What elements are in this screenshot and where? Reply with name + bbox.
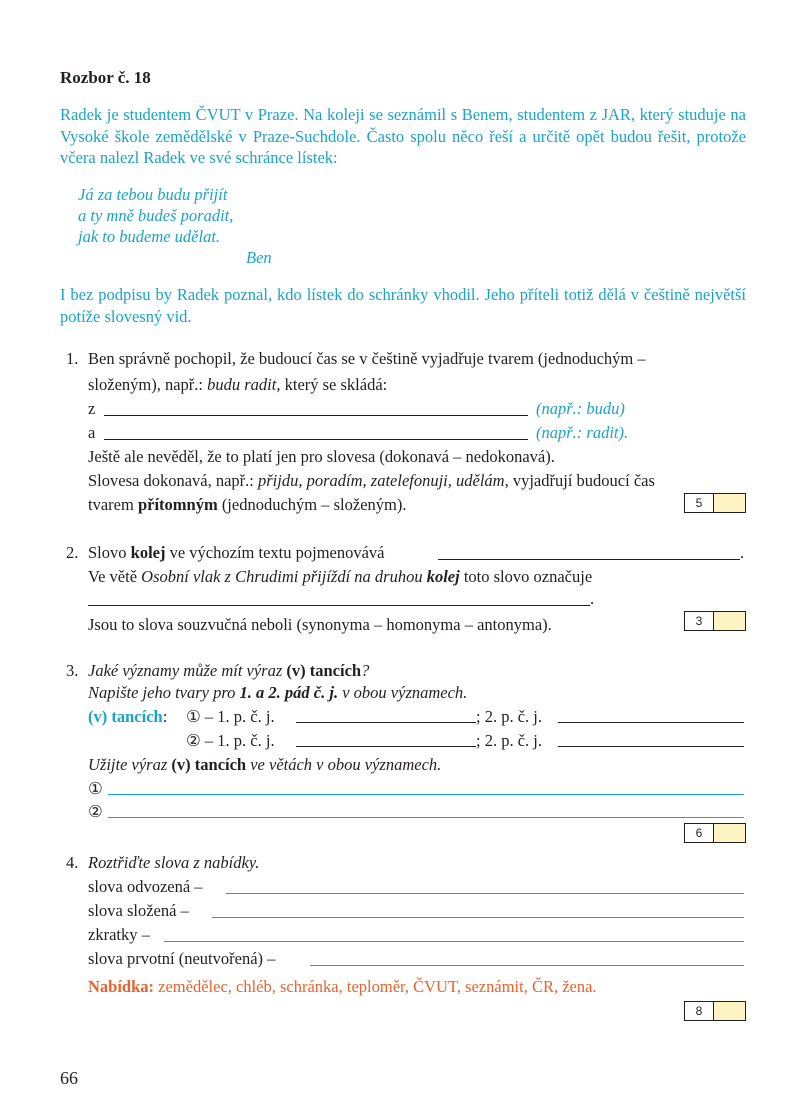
q3-row-1-label: (v) tancích: — [88, 707, 168, 726]
q2-line-2: Ve větě Osobní vlak z Chrudimi přijíždí na druhou kolej toto slovo označuje — [88, 567, 593, 586]
q4-row-2-label: slova složená – — [88, 901, 189, 920]
q3-line-1: Jaké významy může mít výraz (v) tancích? — [88, 661, 370, 680]
question-number: 1. — [66, 349, 79, 368]
score-input[interactable] — [714, 1002, 745, 1020]
q1-line-2: složeným), např.: budu radit, který se skládá: — [88, 375, 388, 394]
q4-row-4-label: slova prvotní (neutvořená) – — [88, 949, 276, 968]
q3-answer-1-gen[interactable] — [558, 722, 744, 723]
q1-answer-line-z[interactable] — [104, 415, 528, 416]
q4-row-1-label: slova odvozená – — [88, 877, 203, 896]
q1-a-hint: (např.: radit). — [536, 423, 629, 442]
q3-sentence-line-2[interactable] — [108, 817, 744, 818]
q2-line-1-end: . — [740, 543, 745, 562]
q2-answer-line-1[interactable] — [438, 559, 740, 560]
question-number: 3. — [66, 661, 79, 680]
q3-line-5: Užijte výraz (v) tancích ve větách v obou významech. — [88, 755, 442, 774]
poem-line-3: jak to budeme udělat. — [78, 227, 221, 246]
q4-answer-line-4[interactable] — [310, 965, 744, 966]
q2-line-1: Slovo kolej ve výchozím textu pojmenovává — [88, 543, 385, 562]
score-input[interactable] — [714, 612, 745, 630]
q4-answer-line-1[interactable] — [226, 893, 744, 894]
page-number: 66 — [60, 1068, 78, 1088]
q2-line-3-end: . — [590, 589, 595, 608]
q3-line-2: Napište jeho tvary pro 1. a 2. pád č. j. v obou významech. — [88, 683, 468, 702]
poem-signature: Ben — [246, 248, 272, 267]
q4-offer: Nabídka: zemědělec, chléb, schránka, teploměr, ČVUT, seznámit, ČR, žena. — [88, 977, 597, 996]
score-box-q1[interactable] — [684, 493, 746, 513]
q1-line-7: tvarem přítomným (jednoduchým – složeným). — [88, 495, 407, 514]
score-box-q2[interactable] — [684, 611, 746, 631]
intro-paragraph-2: I bez podpisu by Radek poznal, kdo lístek do schránky vhodil. Jeho příteli totiž dělá v češtině největší potíže slovesný vid. — [60, 285, 746, 326]
q1-z-label: z — [88, 399, 96, 418]
q3-sentence-1-label: ① — [88, 779, 103, 798]
poem-line-2: a ty mně budeš poradit, — [78, 206, 234, 225]
q1-z-hint: (např.: budu) — [536, 399, 625, 418]
q3-answer-2-nom[interactable] — [296, 746, 476, 747]
page-title: Rozbor č. 18 — [60, 68, 151, 87]
q2-line-4: Jsou to slova souzvučná neboli (synonyma – homonyma – antonyma). — [88, 615, 552, 634]
score-points: 3 — [685, 612, 714, 630]
q3-answer-2-gen[interactable] — [558, 746, 744, 747]
q4-line-1: Roztřiďte slova z nabídky. — [88, 853, 260, 872]
q1-line-1: Ben správně pochopil, že budoucí čas se v češtině vyjadřuje tvarem (jednoduchým – — [88, 349, 646, 368]
score-input[interactable] — [714, 494, 745, 512]
q1-a-label: a — [88, 423, 96, 442]
score-box-q4[interactable] — [684, 1001, 746, 1021]
q1-answer-line-a[interactable] — [104, 439, 528, 440]
q4-row-3-label: zkratky – — [88, 925, 150, 944]
q3-sentence-line-1[interactable] — [108, 794, 744, 795]
q1-line-5: Ještě ale nevěděl, že to platí jen pro slovesa (dokonavá – nedokonavá). — [88, 447, 555, 466]
score-input[interactable] — [714, 824, 745, 842]
q2-answer-line-2[interactable] — [88, 605, 590, 606]
intro-paragraph: Radek je studentem ČVUT v Praze. Na koleji se seznámil s Benem, studentem z JAR, který studuje na Vysoké škole zemědělské v Praze-Suchdole. Často spolu něco řeší a určitě opět budou řešit, protože včera nalezl Radek ve své schránce lístek: — [60, 105, 746, 167]
q3-answer-1-nom[interactable] — [296, 722, 476, 723]
question-number: 4. — [66, 853, 79, 872]
score-box-q3[interactable] — [684, 823, 746, 843]
q4-answer-line-2[interactable] — [212, 917, 744, 918]
question-number: 2. — [66, 543, 79, 562]
score-points: 8 — [685, 1002, 714, 1020]
q4-answer-line-3[interactable] — [164, 941, 744, 942]
q3-row-2-meaning: ② – 1. p. č. j. — [186, 731, 275, 750]
q3-row-1-meaning: ① – 1. p. č. j. — [186, 707, 275, 726]
q3-row-2-gen: ; 2. p. č. j. — [476, 731, 542, 750]
poem-line-1: Já za tebou budu přijít — [78, 185, 228, 204]
q1-line-6: Slovesa dokonavá, např.: přijdu, poradím, zatelefonuji, udělám, vyjadřují budoucí čas — [88, 471, 655, 490]
q3-sentence-2-label: ② — [88, 802, 103, 821]
q3-row-1-gen: ; 2. p. č. j. — [476, 707, 542, 726]
score-points: 6 — [685, 824, 714, 842]
score-points: 5 — [685, 494, 714, 512]
